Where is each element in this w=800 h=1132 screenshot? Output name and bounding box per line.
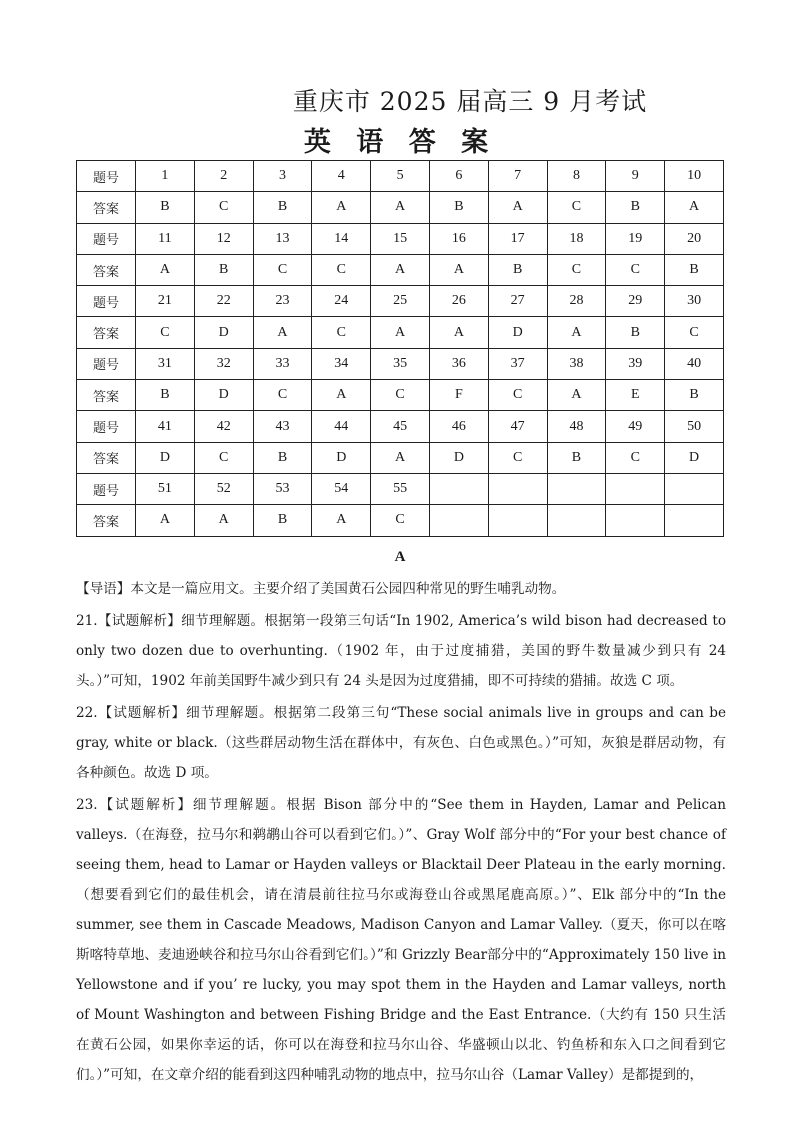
question-number-cell: 18 [547, 223, 606, 254]
answer-cell: C [253, 380, 312, 411]
explanation-text [76, 574, 726, 1090]
answer-cell: C [665, 317, 724, 348]
question-number-cell: 46 [429, 411, 488, 442]
question-number-cell: 55 [371, 473, 430, 504]
answer-cell: F [429, 380, 488, 411]
question-number-cell [547, 473, 606, 504]
question-label-cell: 题号 [77, 223, 136, 254]
answer-table [76, 160, 724, 537]
answer-cell: C [194, 192, 253, 223]
answer-cell: B [606, 317, 665, 348]
question-number-row [77, 473, 724, 504]
answer-label-cell: 答案 [77, 442, 136, 473]
explanation-paragraph: 22.【试题解析】细节理解题。根据第二段第三句“These social animals live in groups and can be gray, white or black.（这些群居动物生活在群体中，有灰色、白色或黑色。）”可知，灰狼是群居动物，有各种颜色。故选 D 项。 [76, 705, 726, 781]
question-number-cell: 21 [136, 286, 195, 317]
question-number-cell: 38 [547, 348, 606, 379]
answer-cell [665, 505, 724, 536]
answer-cell: D [312, 442, 371, 473]
question-number-cell: 36 [429, 348, 488, 379]
answer-cell: B [194, 254, 253, 285]
question-number-cell: 49 [606, 411, 665, 442]
answer-row [77, 442, 724, 473]
question-number-cell: 10 [665, 161, 724, 192]
answer-cell: A [371, 254, 430, 285]
question-number-cell: 12 [194, 223, 253, 254]
question-number-cell [488, 473, 547, 504]
section-heading: A [394, 549, 406, 565]
answer-cell: A [136, 505, 195, 536]
intro-paragraph: 【导语】本文是一篇应用文。主要介绍了美国黄石公园四种常见的野生哺乳动物。 [76, 581, 566, 597]
question-number-row [77, 286, 724, 317]
question-label-cell: 题号 [77, 161, 136, 192]
answer-cell: D [429, 442, 488, 473]
question-number-row [77, 348, 724, 379]
question-number-cell: 15 [371, 223, 430, 254]
answer-row [77, 254, 724, 285]
question-number-cell: 30 [665, 286, 724, 317]
question-number-cell: 43 [253, 411, 312, 442]
answer-cell: D [665, 442, 724, 473]
question-number-cell: 4 [312, 161, 371, 192]
page-title: 重庆市 2025 届高三 9 月考试 [292, 87, 648, 116]
question-number-cell: 11 [136, 223, 195, 254]
answer-label-cell: 答案 [77, 317, 136, 348]
question-label-cell: 题号 [77, 473, 136, 504]
answer-cell: A [665, 192, 724, 223]
answer-cell: D [194, 380, 253, 411]
question-number-cell: 29 [606, 286, 665, 317]
answer-cell: C [488, 380, 547, 411]
answer-cell: A [194, 505, 253, 536]
question-number-cell: 1 [136, 161, 195, 192]
explanation-paragraph: 21.【试题解析】细节理解题。根据第一段第三句话“In 1902, America’s wild bison had decreased to only two dozen due to overhunting.（1902 年，由于过度捕猎，美国的野牛数量减少到只有 24 头。）”可知，1902 年前美国野牛减少到只有 24 头是因为过度猎捕，即不可持续的猎捕。故选 C 项。 [76, 613, 726, 689]
answer-cell: D [194, 317, 253, 348]
answer-row [77, 192, 724, 223]
answer-cell: E [606, 380, 665, 411]
answer-cell: A [371, 317, 430, 348]
answer-label-cell: 答案 [77, 380, 136, 411]
question-number-cell: 31 [136, 348, 195, 379]
answer-row [77, 317, 724, 348]
question-number-cell: 23 [253, 286, 312, 317]
answer-cell: B [253, 192, 312, 223]
question-number-cell: 41 [136, 411, 195, 442]
answer-row [77, 380, 724, 411]
question-number-cell: 34 [312, 348, 371, 379]
question-number-cell: 6 [429, 161, 488, 192]
answer-cell [429, 505, 488, 536]
answer-cell: D [488, 317, 547, 348]
question-number-cell: 16 [429, 223, 488, 254]
answer-cell: C [606, 254, 665, 285]
answer-cell: A [488, 192, 547, 223]
question-number-cell: 32 [194, 348, 253, 379]
question-number-cell: 50 [665, 411, 724, 442]
question-number-cell [429, 473, 488, 504]
answer-cell: A [547, 380, 606, 411]
answer-cell: C [488, 442, 547, 473]
question-label-cell: 题号 [77, 411, 136, 442]
answer-cell: C [547, 254, 606, 285]
question-number-cell: 25 [371, 286, 430, 317]
question-number-row [77, 411, 724, 442]
question-number-cell: 20 [665, 223, 724, 254]
answer-cell: B [253, 505, 312, 536]
question-number-cell: 53 [253, 473, 312, 504]
answer-cell: B [488, 254, 547, 285]
answer-cell: C [136, 317, 195, 348]
answer-cell: A [429, 254, 488, 285]
answer-cell: A [371, 192, 430, 223]
question-number-cell: 3 [253, 161, 312, 192]
question-number-cell: 39 [606, 348, 665, 379]
explanation-paragraph: 23.【试题解析】细节理解题。根据 Bison 部分中的“See them in Hayden, Lamar and Pelican valleys.（在海登，拉马尔和鹈鹕山谷可以看到它们。）”、Gray Wolf 部分中的“For your best chance of seeing them, head to Lamar or Hayden valleys or Blacktail Deer Plateau in the early morning.（想要看到它们的最佳机会，请在清晨前往拉马尔或海登山谷或黑尾鹿高原。）”、Elk 部分中的“In the summer, see them in Cascade Meadows, Madison Canyon and Lamar Valley.（夏天，你可以在喀斯喀特草地、麦迪逊峡谷和拉马尔山谷看到它们。）”和 Grizzly Bear部分中的“Approximately 150 live in Yellowstone and if you’ re lucky, you may spot them in the Hayden and Lamar valleys, north of Mount Washington and between Fishing Bridge and the East Entrance.（大约有 150 只生活在黄石公园，如果你幸运的话，你可以在海登和拉马尔山谷、华盛顿山以北、钓鱼桥和东入口之间看到它们。）”可知，在文章介绍的能看到这四种哺乳动物的地点中，拉马尔山谷（Lamar Valley）是都提到的， [76, 797, 726, 1083]
answer-cell: A [429, 317, 488, 348]
question-number-cell: 27 [488, 286, 547, 317]
question-number-cell: 33 [253, 348, 312, 379]
answer-label-cell: 答案 [77, 254, 136, 285]
question-number-cell: 26 [429, 286, 488, 317]
question-number-cell: 2 [194, 161, 253, 192]
answer-cell: B [136, 192, 195, 223]
question-number-cell: 9 [606, 161, 665, 192]
question-number-cell: 22 [194, 286, 253, 317]
answer-cell: A [371, 442, 430, 473]
answer-cell [488, 505, 547, 536]
question-label-cell: 题号 [77, 286, 136, 317]
question-number-cell: 44 [312, 411, 371, 442]
question-number-cell: 52 [194, 473, 253, 504]
answer-cell: B [253, 442, 312, 473]
question-number-cell: 13 [253, 223, 312, 254]
question-number-cell: 48 [547, 411, 606, 442]
question-number-cell: 42 [194, 411, 253, 442]
question-number-cell: 7 [488, 161, 547, 192]
question-number-cell: 54 [312, 473, 371, 504]
question-number-cell: 51 [136, 473, 195, 504]
question-number-cell: 5 [371, 161, 430, 192]
question-number-cell: 17 [488, 223, 547, 254]
answer-cell [547, 505, 606, 536]
answer-cell: C [547, 192, 606, 223]
question-number-cell: 40 [665, 348, 724, 379]
answer-cell: B [665, 254, 724, 285]
question-label-cell: 题号 [77, 348, 136, 379]
answer-cell: C [312, 317, 371, 348]
question-number-cell [606, 473, 665, 504]
question-number-row [77, 161, 724, 192]
page-subtitle: 英 语 答 案 [303, 127, 497, 158]
question-number-row [77, 223, 724, 254]
answer-cell: A [312, 380, 371, 411]
answer-cell: D [136, 442, 195, 473]
question-number-cell: 14 [312, 223, 371, 254]
question-number-cell: 19 [606, 223, 665, 254]
answer-cell: C [371, 505, 430, 536]
answer-cell: C [253, 254, 312, 285]
question-number-cell: 8 [547, 161, 606, 192]
answer-cell [606, 505, 665, 536]
answer-cell: B [547, 442, 606, 473]
answer-cell: C [371, 380, 430, 411]
answer-cell: A [253, 317, 312, 348]
answer-cell: A [547, 317, 606, 348]
answer-cell: B [136, 380, 195, 411]
answer-row [77, 505, 724, 536]
answer-cell: A [136, 254, 195, 285]
answer-cell: B [665, 380, 724, 411]
question-number-cell: 45 [371, 411, 430, 442]
answer-cell: A [312, 192, 371, 223]
answer-cell: B [606, 192, 665, 223]
question-number-cell: 37 [488, 348, 547, 379]
answer-label-cell: 答案 [77, 192, 136, 223]
question-number-cell: 35 [371, 348, 430, 379]
answer-cell: A [312, 505, 371, 536]
answer-label-cell: 答案 [77, 505, 136, 536]
question-number-cell [665, 473, 724, 504]
question-number-cell: 28 [547, 286, 606, 317]
answer-cell: C [194, 442, 253, 473]
answer-cell: C [312, 254, 371, 285]
question-number-cell: 47 [488, 411, 547, 442]
answer-cell: B [429, 192, 488, 223]
answer-cell: C [606, 442, 665, 473]
question-number-cell: 24 [312, 286, 371, 317]
